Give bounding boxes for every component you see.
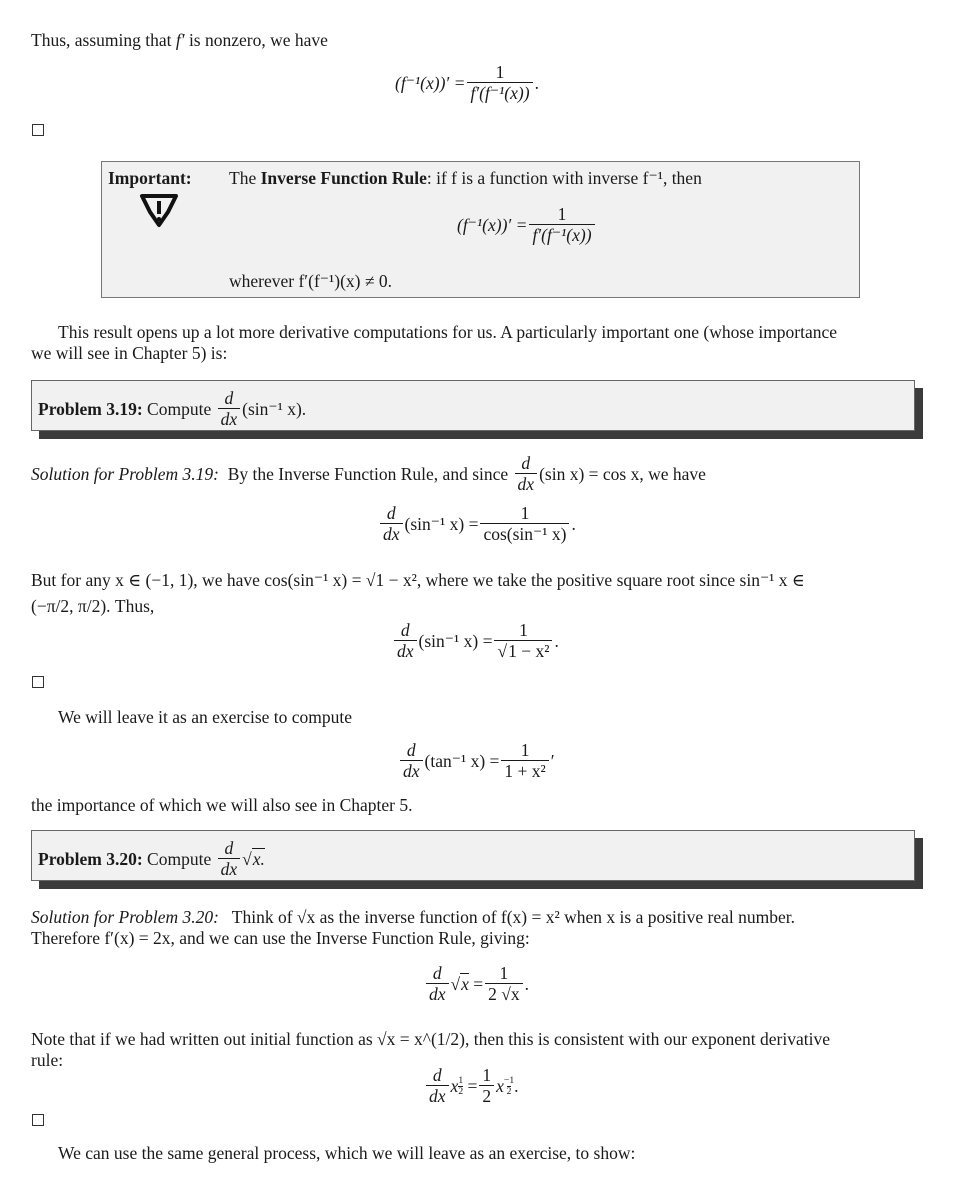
denominator: f′(f⁻¹(x)) [467, 82, 532, 104]
solution-text: Therefore f′(x) = 2x, and we can use the Inverse Function Rule, giving: [31, 928, 530, 948]
important-label: Important: [108, 168, 192, 188]
derivative-operator: $\frac{d}{dx}$ [400, 740, 423, 782]
solution-label: Solution for Problem 3.20: [31, 907, 219, 927]
solution-text: (sin x) = cos x, we have [539, 463, 706, 484]
exponent-fraction: 1 2 [458, 1074, 464, 1097]
intro-text-start: Thus, assuming that [31, 30, 172, 50]
qed-square-icon [32, 124, 44, 136]
numerator: d [224, 388, 234, 408]
important-box [101, 161, 860, 298]
paragraph-line: We will leave it as an exercise to compute [58, 707, 353, 727]
equation-exponent-rule: $\frac{d}{dx}$ x 1 2 = $\frac{1}{2}$ x −1 2 . [424, 1065, 519, 1107]
denominator: dx [515, 473, 538, 495]
paragraph-line: This result opens up a lot more derivative computations for us. A particularly important one (whose importance [58, 322, 838, 342]
derivative-operator: $\frac{d}{dx}$ [426, 1065, 449, 1107]
paragraph-line: we will see in Chapter 5) is: [31, 343, 228, 363]
numerator: 1 [520, 740, 530, 760]
equation-arcsin-2: $\frac{d}{dx}$ (sin⁻¹ x) = $\frac{1}{\text{√1 − x²}}$ . [392, 620, 559, 662]
equation-lhs: (f⁻¹(x))′ = [457, 214, 528, 235]
equation-sqrt-derivative: $\frac{d}{dx}$ √x = $\frac{1}{2 √x}$ . [424, 963, 529, 1005]
numerator: 1 [520, 503, 530, 523]
numerator: 1 [482, 1065, 492, 1085]
fraction [480, 503, 569, 545]
denominator: 2 [479, 1085, 494, 1107]
equation-lhs: (sin⁻¹ x) = [404, 513, 479, 534]
text-pre: The [229, 168, 257, 188]
fraction [501, 740, 548, 782]
derivative-operator [515, 453, 538, 495]
fraction [529, 204, 594, 246]
sqrt-expression: √x. [242, 848, 265, 869]
sqrt-expression: √x = [450, 973, 484, 994]
problem-expression: (sin⁻¹ x). [242, 398, 307, 419]
derivative-operator [218, 838, 241, 880]
denominator: cos(sin⁻¹ x) [480, 523, 569, 545]
numerator: 1 [499, 963, 509, 983]
solution-text: By the Inverse Function Rule, and since [227, 463, 509, 484]
problem-text: Compute [147, 398, 212, 419]
denominator: 1 + x² [501, 760, 548, 782]
solution-text: rule: [31, 1050, 64, 1070]
numerator: 1 [495, 62, 505, 82]
equation-lhs: (f⁻¹(x))′ = [395, 72, 466, 93]
solution-text: But for any x ∈ (−1, 1), we have cos(sin⁻¹ x) = √1 − x², where we take the positive square root since sin⁻¹ x ∈ [31, 570, 805, 590]
qed-square-icon [32, 1114, 44, 1126]
derivative-operator [218, 388, 241, 430]
equation-arcsin-1: $\frac{d}{dx}$ (sin⁻¹ x) = $\frac{1}{\text{cos(sin⁻¹ x)}}$ . [378, 503, 576, 545]
solution-text: Note that if we had written out initial function as √x = x^(1/2), then this is consistent with our exponent derivative [31, 1029, 830, 1049]
problem-label: Problem 3.19: [38, 398, 143, 419]
equation-lhs: (sin⁻¹ x) = [418, 630, 493, 651]
radicand: x. [252, 848, 265, 869]
equation-inverse-derivative [395, 62, 539, 104]
denominator: dx [218, 408, 241, 430]
denominator: 2 √x [485, 983, 522, 1005]
text: . Thus, [106, 596, 155, 616]
problem-statement [38, 388, 306, 430]
numerator: 1 [557, 204, 567, 224]
problem-box-3-20 [31, 830, 915, 881]
problem-box-3-19 [31, 380, 915, 431]
problem-text: Compute [147, 848, 212, 869]
problem-statement [38, 838, 265, 880]
radicand: 1 − x² [508, 641, 550, 662]
important-text [229, 168, 702, 189]
numerator: 1 [519, 620, 528, 640]
paragraph-line: the importance of which we will also see in Chapter 5. [31, 795, 413, 815]
denominator: √1 − x² [494, 640, 552, 662]
equation-arctan [398, 740, 555, 782]
derivative-operator: $\frac{d}{dx}$ [394, 620, 417, 662]
fraction [494, 620, 552, 662]
f-prime: f′ [175, 30, 185, 50]
paragraph-line: We can use the same general process, which we will leave as an exercise, to show: [58, 1143, 636, 1163]
text-post: : if f is a function with inverse f⁻¹, then [426, 168, 702, 188]
solution-label: Solution for Problem 3.19: [31, 463, 219, 484]
exponent-fraction: −1 2 [503, 1074, 515, 1097]
solution-text [31, 596, 154, 617]
numerator: d [521, 453, 531, 473]
intro-text [31, 30, 328, 51]
fraction [467, 62, 532, 104]
qed-square-icon [32, 676, 44, 688]
intro-text-end: is nonzero, we have [188, 30, 328, 50]
solution-3-20-intro [31, 907, 795, 928]
solution-3-19-intro [31, 453, 706, 495]
derivative-operator: $\frac{d}{dx}$ [380, 503, 403, 545]
rule-name: Inverse Function Rule [260, 168, 427, 188]
fraction [479, 1065, 494, 1107]
equation-lhs: (tan⁻¹ x) = [424, 750, 500, 771]
interval: (−π/2, π/2) [31, 596, 107, 616]
solution-text: Think of √x as the inverse function of f(x) = x² when x is a positive real number. [231, 907, 795, 927]
punctuation: ′ [550, 750, 555, 771]
derivative-operator: $\frac{d}{dx}$ [426, 963, 449, 1005]
fraction [485, 963, 522, 1005]
important-condition: wherever f′(f⁻¹)(x) ≠ 0. [229, 271, 392, 291]
period: . [534, 72, 539, 93]
important-equation [457, 204, 597, 246]
problem-label: Problem 3.20: [38, 848, 143, 869]
numerator: d [224, 838, 234, 858]
denominator: f′(f⁻¹(x)) [529, 224, 594, 246]
denominator: dx [218, 858, 241, 880]
warning-icon [138, 192, 180, 233]
